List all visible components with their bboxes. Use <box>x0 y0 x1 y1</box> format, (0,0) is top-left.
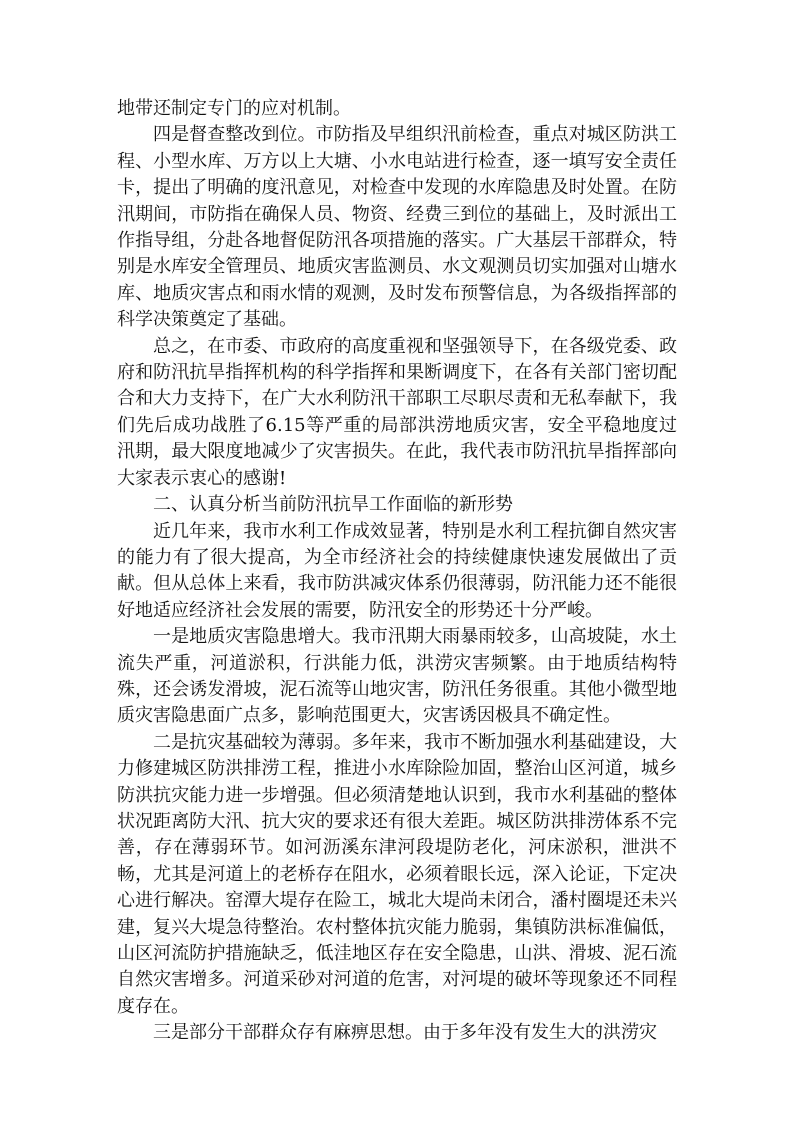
paragraph-situation-intro: 近几年来，我市水利工作成效显著，特别是水利工程抗御自然灾害的能力有了很大提高，为全市经济社会的持续健康快速发展做出了贡献。但从总体上来看，我市防洪减灾体系仍很薄弱，防汛能力还不能很好地适应经济社会发展的需要，防汛安全的形势还十分严峻。 <box>117 520 677 621</box>
paragraph-complacency: 三是部分干部群众存有麻痹思想。由于多年没有发生大的洪涝灾 <box>153 1022 657 1044</box>
section-heading: 二、认真分析当前防汛抗旱工作面临的新形势 <box>153 494 513 516</box>
paragraph-continuation: 地带还制定专门的应对机制。 <box>117 98 351 119</box>
paragraph-inspection: 四是督查整改到位。市防指及早组织汛前检查，重点对城区防洪工程、小型水库、万方以上大塘、小水电站进行检查，逐一填写安全责任卡，提出了明确的度汛意见，对检查中发现的水库隐患及时处置。在防汛期间，市防指在确保人员、物资、经费三到位的基础上，及时派出工作指导组，分赴各地督促防汛各项措施的落实。广大基层干部群众，特别是水库安全管理员、地质灾害监测员、水文观测员切实加强对山塘水库、地质灾害点和雨水情的观测，及时发布预警信息，为各级指挥部的科学决策奠定了基础。 <box>117 124 677 331</box>
paragraph-weak-foundation: 二是抗灾基础较为薄弱。多年来，我市不断加强水利基础建设，大力修建城区防洪排涝工程，推进小水库除险加固，整治山区河道，城乡防洪抗灾能力进一步增强。但必须清楚地认识到，我市水利基础的整体状况距离防大汛、抗大灾的要求还有很大差距。城区防洪排涝体系不完善，存在薄弱环节。如河沥溪东津河段堤防老化，河床淤积，泄洪不畅，尤其是河道上的老桥存在阻水，必须着眼长远，深入论证，下定决心进行解决。窑潭大堤存在险工，城北大堤尚未闭合，潘村圈堤还未兴建，复兴大堤急待整治。农村整体抗灾能力脆弱，集镇防洪标准偏低，山区河流防护措施缺乏，低洼地区存在安全隐患，山洪、滑坡、泥石流自然灾害增多。河道采砂对河道的危害，对河堤的破坏等现象还不同程度存在。 <box>117 731 677 1017</box>
paragraph-summary: 总之，在市委、市政府的高度重视和坚强领导下，在各级党委、政府和防汛抗旱指挥机构的科学指挥和果断调度下，在各有关部门密切配合和大力支持下，在广大水利防汛干部职工尽职尽责和无私奉献下，我们先后成功战胜了6.15等严重的局部洪涝地质灾害，安全平稳地度过汛期，最大限度地减少了灾害损失。在此，我代表市防汛抗旱指挥部向大家表示衷心的感谢! <box>117 335 677 489</box>
document-page <box>117 96 677 1047</box>
paragraph-geological-hazards: 一是地质灾害隐患增大。我市汛期大雨暴雨较多，山高坡陡，水土流失严重，河道淤积，行洪能力低，洪涝灾害频繁。由于地质结构特殊，还会诱发滑坡，泥石流等山地灾害，防汛任务很重。其他小微型地质灾害隐患面广点多，影响范围更大，灾害诱因极具不确定性。 <box>117 626 677 727</box>
